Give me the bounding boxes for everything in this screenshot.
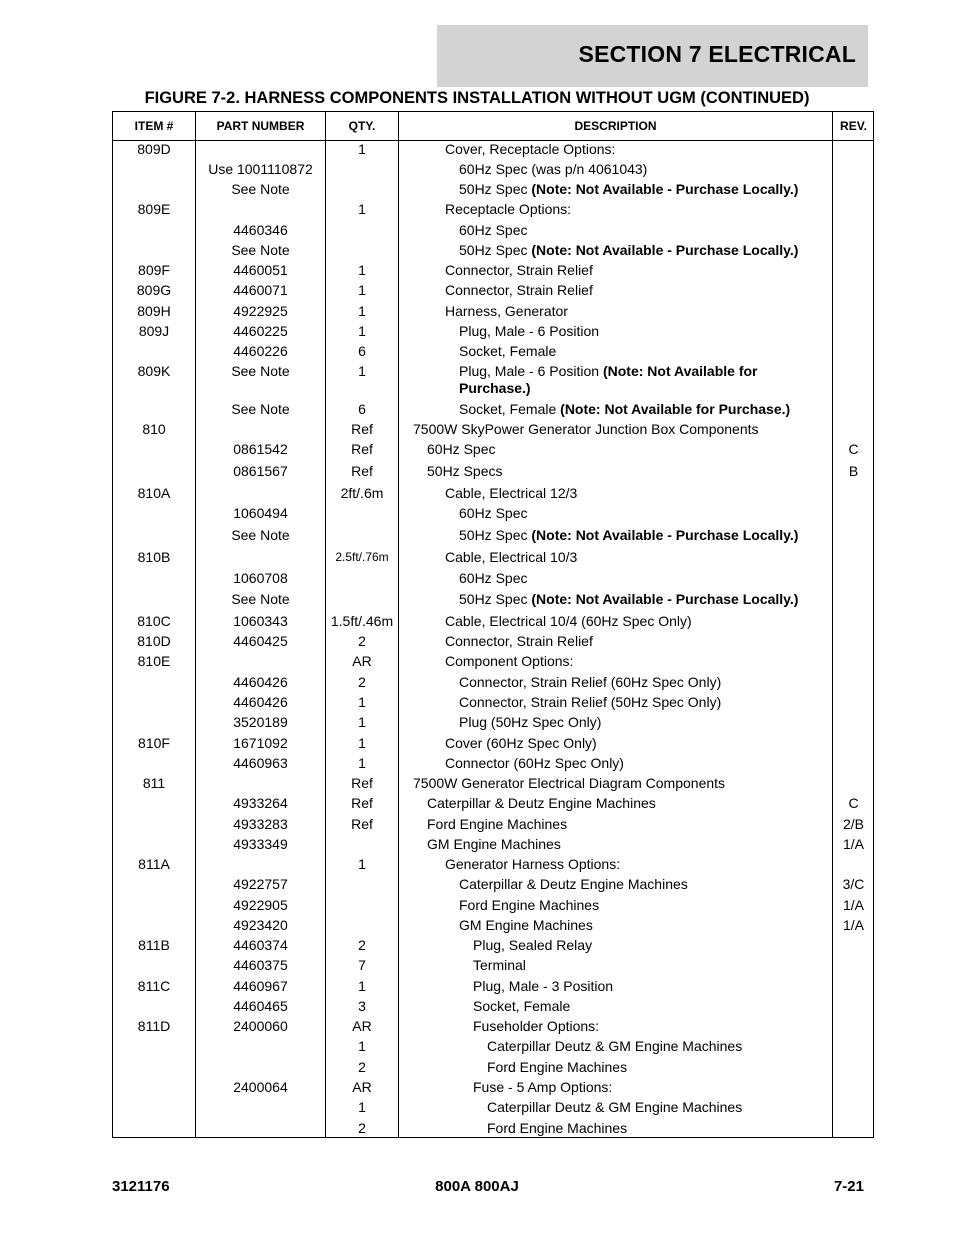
part-number-cell: 4923420 [233,917,288,933]
quantity-cell: 1 [358,755,366,771]
quantity-cell: 1 [358,694,366,710]
description-text: Caterpillar & Deutz Engine Machines [459,876,688,892]
description-text: 50Hz Spec [459,527,528,543]
footer-document-number: 3121176 [112,1178,170,1195]
figure-title: FIGURE 7-2. HARNESS COMPONENTS INSTALLATION WITHOUT UGM (CONTINUED) [144,89,810,107]
part-number-cell: 4460375 [233,957,288,973]
quantity-cell: 2.5ft/.76m [335,550,389,564]
quantity-cell: Ref [351,795,373,811]
description-cell [399,181,832,198]
description-cell [399,653,832,670]
revision-cell: C [848,795,859,811]
description-text: Plug (50Hz Spec Only) [459,714,602,730]
quantity-cell: 1 [358,262,366,278]
quantity-cell: AR [352,1018,372,1034]
header-qty: QTY. [348,119,376,133]
revision-cell: 1/A [842,836,864,852]
revision-cell: 2/B [842,816,864,832]
description-text: Socket, Female [459,401,557,417]
description-text: Cover, Receptacle Options: [445,141,616,157]
part-number-cell: 4933283 [233,816,288,832]
description-cell [399,735,832,752]
quantity-cell: AR [352,1079,372,1095]
description-cell [399,161,832,178]
part-number-cell: 4460071 [233,282,288,298]
description-note: (Note: Not Available - Purchase Locally.) [531,527,799,543]
part-number-cell: 2400064 [233,1079,288,1095]
quantity-cell: 1 [358,735,366,751]
part-number-cell: 4460967 [233,978,288,994]
part-number-cell: 3520189 [233,714,288,730]
quantity-cell: 2 [358,937,366,953]
item-number-cell: 811C [137,978,171,994]
column-divider [832,112,833,1137]
description-cell [399,714,832,731]
quantity-cell: 1 [358,978,366,994]
description-cell [399,613,832,630]
quantity-cell: 2 [358,674,366,690]
description-text: Generator Harness Options: [445,856,621,872]
description-text: 60Hz Spec [459,505,528,521]
quantity-cell: 1 [358,303,366,319]
description-cell [399,527,832,544]
description-cell [399,856,832,873]
description-text: Connector, Strain Relief (50Hz Spec Only) [459,694,722,710]
part-number-cell: 4460226 [233,343,288,359]
part-number-cell: 4460225 [233,323,288,339]
description-note-continued: Purchase.) [459,380,531,396]
section-header-box [437,25,868,87]
description-text: Cover (60Hz Spec Only) [445,735,597,751]
part-number-cell: 2400060 [233,1018,288,1034]
part-number-cell: 4460426 [233,674,288,690]
part-number-cell: 4460425 [233,633,288,649]
description-text: 60Hz Spec (was p/n 4061043) [459,161,648,177]
quantity-cell: 1 [358,1038,366,1054]
description-text: Socket, Female [459,343,557,359]
description-text: Cable, Electrical 10/4 (60Hz Spec Only) [445,613,692,629]
description-note: (Note: Not Available - Purchase Locally.) [531,591,799,607]
description-cell [399,549,832,566]
parts-table [112,111,874,1138]
description-text: Plug, Male - 3 Position [473,978,614,994]
description-text: GM Engine Machines [459,917,593,933]
description-text: Caterpillar Deutz & GM Engine Machines [487,1099,743,1115]
description-text: Plug, Male - 6 Position [459,363,600,379]
part-number-cell: See Note [231,363,290,379]
revision-cell: 1/A [842,897,864,913]
description-cell [399,282,832,299]
item-number-cell: 809J [138,323,170,339]
quantity-cell: 2 [358,1059,366,1075]
part-number-cell: 4460465 [233,998,288,1014]
description-cell [399,570,832,587]
description-cell [399,633,832,650]
description-text: Cable, Electrical 10/3 [445,549,578,565]
description-cell [399,1059,832,1076]
description-text: Caterpillar & Deutz Engine Machines [427,795,656,811]
item-number-cell: 810A [137,485,171,501]
part-number-cell: 4460963 [233,755,288,771]
quantity-cell: 6 [358,401,366,417]
header-rev: REV. [840,119,867,133]
footer-model: 800A 800AJ [435,1178,519,1195]
description-text: Connector, Strain Relief [445,282,593,298]
description-cell [399,795,832,812]
description-text: 7500W Generator Electrical Diagram Components [413,775,726,791]
description-cell [399,1038,832,1055]
item-number-cell: 809G [136,282,172,298]
description-text: Connector, Strain Relief (60Hz Spec Only) [459,674,722,690]
revision-cell: 3/C [842,876,865,892]
description-text: 50Hz Spec [459,242,528,258]
part-number-cell: 4460374 [233,937,288,953]
part-number-cell: 4922905 [233,897,288,913]
description-text: Component Options: [445,653,574,669]
quantity-cell: Ref [351,441,373,457]
description-text: 7500W SkyPower Generator Junction Box Components [413,421,759,437]
quantity-cell: 6 [358,343,366,359]
description-cell [399,591,832,608]
description-cell [399,303,832,320]
description-cell [399,323,832,340]
description-cell [399,141,832,158]
description-cell [399,755,832,772]
description-text: 60Hz Spec [427,441,496,457]
description-text: Cable, Electrical 12/3 [445,485,578,501]
description-text: Harness, Generator [445,303,568,319]
description-cell [399,775,832,792]
item-number-cell: 811 [142,775,166,791]
description-cell [399,201,832,218]
quantity-cell: 1 [358,1099,366,1115]
description-text: Ford Engine Machines [487,1059,628,1075]
part-number-cell: 1671092 [233,735,288,751]
quantity-cell: 7 [358,957,366,973]
quantity-cell: Ref [351,421,373,437]
item-number-cell: 810B [137,549,171,565]
item-number-cell: 809H [137,303,171,319]
description-cell [399,897,832,914]
part-number-cell: See Note [231,401,290,417]
quantity-cell: 2ft/.6m [340,485,384,501]
part-number-cell: 4933349 [233,836,288,852]
description-cell [399,957,832,974]
header-description: DESCRIPTION [574,119,657,133]
part-number-cell: 4922757 [233,876,288,892]
item-number-cell: 810E [137,653,171,669]
quantity-cell: 2 [358,1120,366,1136]
part-number-cell: See Note [231,527,290,543]
description-cell [399,505,832,522]
quantity-cell: 1 [358,363,366,379]
description-cell [399,441,832,458]
description-cell [399,343,832,360]
quantity-cell: 1 [358,141,366,157]
description-text: Socket, Female [473,998,571,1014]
item-number-cell: 809D [137,141,171,157]
description-text: Ford Engine Machines [427,816,568,832]
description-cell [399,978,832,995]
description-text: Terminal [473,957,526,973]
description-text: Connector, Strain Relief [445,633,593,649]
footer-page-number: 7-21 [833,1178,864,1195]
header-item: ITEM # [134,119,174,133]
part-number-cell: 1060708 [233,570,288,586]
description-text: 50Hz Specs [427,463,503,479]
revision-cell: C [848,441,859,457]
quantity-cell: 1 [358,323,366,339]
description-note: (Note: Not Available - Purchase Locally.) [531,242,799,258]
description-cell [399,463,832,480]
description-text: Caterpillar Deutz & GM Engine Machines [487,1038,743,1054]
description-cell [399,242,832,259]
item-number-cell: 810D [137,633,171,649]
quantity-cell: Ref [351,775,373,791]
quantity-cell: 1 [358,714,366,730]
description-text: GM Engine Machines [427,836,561,852]
part-number-cell: 4460051 [233,262,288,278]
item-number-cell: 811D [137,1018,171,1034]
quantity-cell: 1.5ft/.46m [330,613,394,629]
description-text: Fuseholder Options: [473,1018,600,1034]
description-text: 60Hz Spec [459,570,528,586]
description-cell [399,262,832,279]
description-text: Ford Engine Machines [459,897,600,913]
quantity-cell: 1 [358,856,366,872]
description-text: Plug, Sealed Relay [473,937,593,953]
description-cell [399,363,832,397]
description-cell [399,401,832,418]
description-cell [399,937,832,954]
description-cell [399,998,832,1015]
description-cell [399,1079,832,1096]
revision-cell: B [848,463,859,479]
part-number-cell: 1060343 [233,613,288,629]
part-number-cell: See Note [231,591,290,607]
description-cell [399,1018,832,1035]
part-number-cell: 0861567 [233,463,288,479]
description-text: 50Hz Spec [459,591,528,607]
description-text: 50Hz Spec [459,181,528,197]
part-number-cell: Use 1001110872 [208,161,313,177]
description-text: Plug, Male - 6 Position [459,323,600,339]
part-number-cell: 4460346 [233,222,288,238]
item-number-cell: 810C [137,613,171,629]
section-title: SECTION 7 ELECTRICAL [578,41,856,67]
item-number-cell: 810 [142,421,166,437]
description-cell [399,222,832,239]
part-number-cell: See Note [231,181,290,197]
quantity-cell: 1 [358,201,366,217]
description-note: (Note: Not Available - Purchase Locally.) [531,181,799,197]
description-text: Connector, Strain Relief [445,262,593,278]
quantity-cell: 2 [358,633,366,649]
description-cell [399,1099,832,1116]
description-cell [399,421,832,438]
quantity-cell: 3 [358,998,366,1014]
quantity-cell: 1 [358,282,366,298]
description-cell [399,1120,832,1137]
description-cell [399,836,832,853]
quantity-cell: AR [352,653,372,669]
revision-cell: 1/A [842,917,864,933]
description-text: Connector (60Hz Spec Only) [445,755,624,771]
description-cell [399,674,832,691]
part-number-cell: 1060494 [233,505,288,521]
part-number-cell: 0861542 [233,441,288,457]
description-note: (Note: Not Available for [602,363,758,379]
description-text: Fuse - 5 Amp Options: [473,1079,613,1095]
description-cell [399,917,832,934]
part-number-cell: See Note [231,242,290,258]
part-number-cell: 4460426 [233,694,288,710]
item-number-cell: 809K [137,363,171,379]
description-note: (Note: Not Available for Purchase.) [560,401,791,417]
item-number-cell: 811A [138,856,170,872]
header-part-number: PART NUMBER [216,119,305,133]
quantity-cell: Ref [351,463,373,479]
description-cell [399,876,832,893]
description-text: Ford Engine Machines [487,1120,628,1136]
description-cell [399,694,832,711]
part-number-cell: 4933264 [233,795,288,811]
item-number-cell: 811B [138,937,170,953]
description-text: 60Hz Spec [459,222,528,238]
description-text: Receptacle Options: [445,201,572,217]
item-number-cell: 810F [138,735,170,751]
description-cell [399,816,832,833]
description-cell [399,485,832,502]
part-number-cell: 4922925 [233,303,288,319]
item-number-cell: 809E [137,201,171,217]
quantity-cell: Ref [351,816,373,832]
item-number-cell: 809F [138,262,170,278]
